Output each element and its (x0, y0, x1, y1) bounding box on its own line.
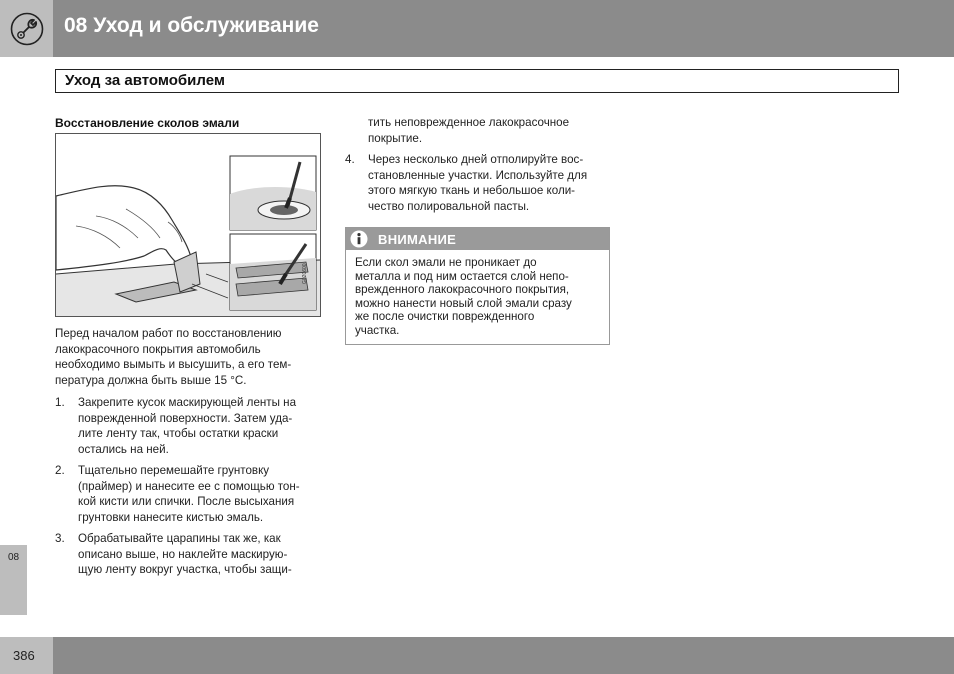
info-icon (350, 230, 368, 248)
footer-bar (53, 637, 954, 674)
step-number: 4. (345, 153, 355, 166)
page-number-box (0, 637, 53, 674)
intro-paragraph (55, 326, 291, 388)
section-title: Уход за автомобилем (65, 72, 225, 89)
page-number: 386 (13, 648, 35, 663)
wrench-icon (10, 12, 44, 46)
text-line: Через несколько дней отполируйте вос- (368, 153, 584, 166)
text-line: металла и под ним остается слой непо- (355, 269, 569, 283)
step-3-text (78, 531, 292, 578)
warning-box (345, 227, 610, 345)
text-line: этого мягкую ткань и небольшое коли- (368, 184, 576, 197)
text-line: участка. (355, 323, 400, 337)
text-line: чество полировальной пасты. (368, 199, 530, 213)
text-line: покрытие. (368, 131, 423, 145)
text-line: лите ленту так, чтобы остатки краски (78, 427, 279, 440)
article-heading: Восстановление сколов эмали (55, 116, 240, 130)
text-line: Обрабатывайте царапины так же, как (78, 532, 281, 545)
text-line: грунтовки нанесите кистью эмаль. (78, 510, 264, 524)
step-2-text (78, 463, 300, 525)
text-line: Закрепите кусок маскирующей ленты на (78, 396, 297, 409)
text-line: остались на ней. (78, 442, 169, 456)
step-3-continued (368, 115, 569, 146)
text-line: необходимо вымыть и высушить, а его тем- (55, 358, 292, 371)
text-line: Перед началом работ по восстановлению (55, 327, 282, 340)
step-number: 2. (55, 464, 65, 477)
text-line: щую ленту вокруг участка, чтобы защи- (78, 563, 292, 576)
chapter-side-tab (0, 545, 27, 615)
section-header (55, 69, 899, 93)
figure-code: G020600 (302, 263, 308, 284)
chapter-header (0, 0, 954, 57)
text-line: лакокрасочного покрытия автомобиль (55, 342, 261, 356)
text-line: (праймер) и нанесите ее с помощью тон- (78, 479, 300, 493)
text-line: кой кисти или спички. После высыхания (78, 495, 295, 508)
chapter-icon-box (0, 0, 53, 57)
text-line: врежденного лакокрасочного покрытия, (355, 283, 570, 297)
text-line: тить неповрежденное лакокрасочное (368, 116, 570, 129)
warning-header (346, 228, 609, 250)
text-line: Если скол эмали не проникает до (355, 256, 537, 269)
side-tab-label: 08 (8, 552, 20, 563)
text-line: Тщательно перемешайте грунтовку (78, 464, 270, 477)
text-line: описано выше, но наклейте маскирую- (78, 547, 288, 561)
step-number: 3. (55, 532, 65, 545)
text-line: можно нанести новый слой эмали сразу (355, 296, 572, 310)
step-4-text (368, 152, 587, 214)
text-line: поврежденной поверхности. Затем уда- (78, 411, 293, 425)
warning-title: ВНИМАНИЕ (378, 232, 457, 247)
text-line: становленные участки. Используйте для (368, 168, 588, 182)
chapter-title: 08 Уход и обслуживание (64, 14, 319, 37)
warning-text (355, 256, 605, 338)
step-1-text (78, 395, 296, 457)
text-line: пература должна быть выше 15 °C. (55, 373, 247, 387)
step-number: 1. (55, 396, 65, 409)
illustration-paint-repair (55, 133, 321, 317)
text-line: же после очистки поврежденного (355, 310, 535, 324)
